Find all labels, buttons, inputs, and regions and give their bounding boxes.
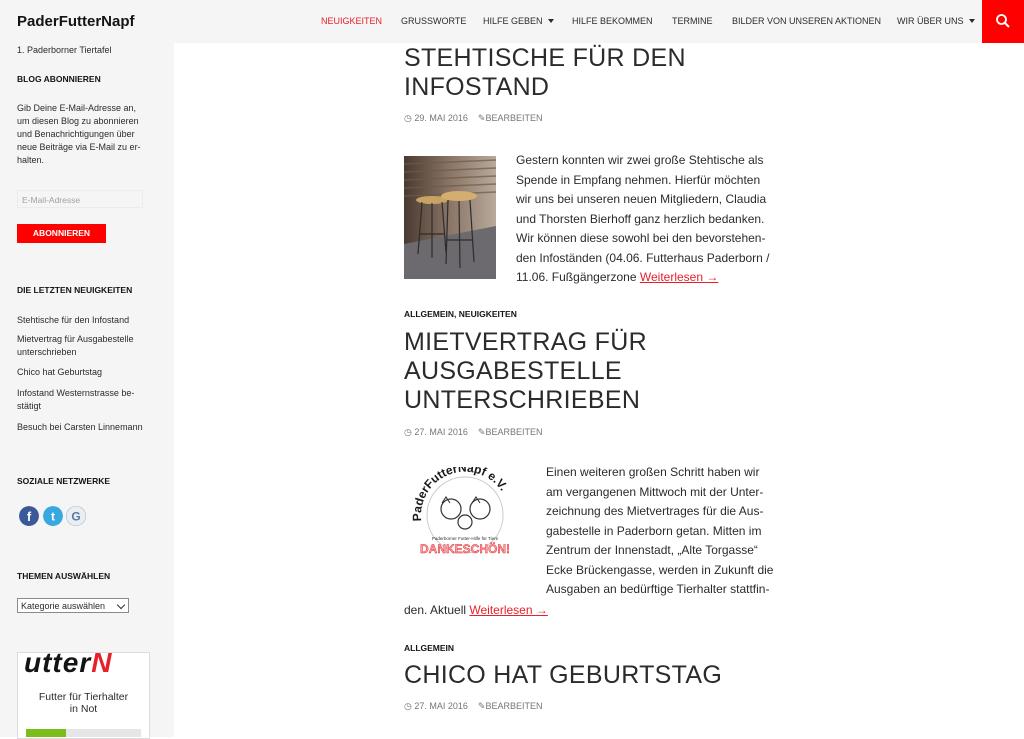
clock-icon: ◷ <box>404 113 412 123</box>
post-thumbnail-tables[interactable] <box>404 156 496 279</box>
svg-text:f: f <box>26 509 32 524</box>
site-tagline: 1. Paderborner Tiertafel <box>17 45 112 55</box>
excerpt-line: den Infoständen (04.06. Futterhaus Paderborn / <box>516 250 770 265</box>
futternapf-logo <box>24 652 112 679</box>
recent-post-link[interactable] <box>17 421 143 434</box>
recent-post-link[interactable] <box>17 314 129 327</box>
recent-post-link[interactable] <box>17 333 134 359</box>
post-date[interactable]: 27. MAI 2016 <box>414 701 468 711</box>
post-date[interactable]: 27. MAI 2016 <box>414 427 468 437</box>
search-icon <box>995 13 1011 29</box>
nav-item-wir-ueber-uns[interactable] <box>897 16 975 26</box>
top-navigation-bar <box>0 0 1024 44</box>
select-value: Kategorie auswählen <box>21 601 106 611</box>
title-line: MIETVERTRAG FÜR <box>404 328 647 356</box>
social-heading: SOZIALE NETZWERKE <box>17 476 111 486</box>
post-excerpt <box>546 463 773 600</box>
read-more-link[interactable]: Weiterlesen → <box>639 270 719 284</box>
svg-text:t: t <box>51 509 55 524</box>
subtitle-line: in Not <box>69 703 98 715</box>
text-line: neue Beiträge via E-Mail zu er- <box>17 142 141 152</box>
edit-link[interactable]: BEARBEITEN <box>485 701 543 711</box>
excerpt-line <box>516 268 770 288</box>
excerpt-last-line <box>404 601 548 621</box>
excerpt-text: 11.06. Fußgängerzone <box>516 270 637 284</box>
text-line: und Benachrichtigungen über <box>17 129 135 139</box>
edit-link[interactable]: BEARBEITEN <box>485 427 543 437</box>
nav-item-hilfe-bekommen[interactable]: HILFE BEKOMMEN <box>572 16 653 26</box>
clock-icon: ◷ <box>404 701 412 711</box>
post-meta <box>404 701 542 712</box>
excerpt-line: gabestelle in Paderborn getan. Mitten im <box>546 523 762 538</box>
nav-item-neuigkeiten[interactable]: NEUIGKEITEN <box>321 16 383 26</box>
caret-down-icon <box>548 19 554 23</box>
excerpt-line: Gestern konnten wir zwei große Stehtische als <box>516 153 764 167</box>
title-line: CHICO HAT GEBURTSTAG <box>404 661 723 689</box>
excerpt-line: und Thorsten Bierhoff ganz herzlich bedanken. <box>516 211 765 226</box>
post-title[interactable] <box>404 44 686 102</box>
post-title[interactable] <box>404 328 647 415</box>
nav-item-hilfe-geben[interactable] <box>483 16 554 26</box>
edit-link[interactable]: BEARBEITEN <box>485 113 543 123</box>
link-text: Infostand Westernstrasse be- <box>17 388 135 398</box>
excerpt-line: wir uns bei unseren neuen Mitgliedern, Claudia <box>516 192 767 206</box>
title-line: UNTERSCHRIEBEN <box>404 386 641 414</box>
link-text: Stehtische für den Infostand <box>17 315 130 325</box>
futternapf-widget[interactable] <box>17 652 150 739</box>
logo-thanks-text: DANKESCHÖN! <box>420 542 510 556</box>
post-thumbnail-logo[interactable] <box>404 467 526 563</box>
logo-accent: N <box>91 652 113 678</box>
excerpt-line: am vergangenen Mittwoch mit der Unter- <box>546 484 764 499</box>
logo-arc-text: PaderFutterNapf e.V. <box>409 467 511 522</box>
excerpt-text: den. Aktuell <box>404 603 467 617</box>
link-text: Chico hat Geburtstag <box>17 367 103 377</box>
logo-text: utter <box>24 652 92 678</box>
pencil-icon: ✎ <box>477 701 486 711</box>
site-title[interactable]: PaderFutterNapf <box>17 13 135 30</box>
caret-down-icon <box>969 19 975 23</box>
text-line: halten. <box>17 155 45 165</box>
text-line: um diesen Blog zu abonnieren <box>17 116 139 126</box>
post-meta <box>404 113 542 124</box>
recent-post-link[interactable] <box>17 387 134 413</box>
title-line: AUSGABESTELLE <box>404 357 622 385</box>
text-line: Gib Deine E-Mail-Adresse an, <box>17 103 137 113</box>
excerpt-line: Ecke Brückengasse, werden in Zukunft die <box>546 562 774 577</box>
post-categories[interactable]: ALLGEMEIN <box>404 643 455 653</box>
post-meta <box>404 427 542 438</box>
read-more-link[interactable]: Weiterlesen → <box>469 603 548 617</box>
nav-item-grussworte[interactable]: GRUSSWORTE <box>401 16 467 26</box>
excerpt-line: Einen weiteren großen Schritt haben wir <box>546 465 760 479</box>
progress-fill <box>26 729 66 737</box>
excerpt-line: Zentrum der Innenstadt, „Alte Torgasse“ <box>546 543 758 557</box>
link-text: unterschrieben <box>17 347 77 357</box>
link-text: Besuch bei Carsten Linnemann <box>17 422 143 432</box>
pencil-icon: ✎ <box>477 113 486 123</box>
category-select[interactable] <box>17 598 129 613</box>
logo-small-text: Paderborner Futter-Hilfe für Tiere <box>431 536 499 541</box>
subtitle-line: Futter für Tierhalter <box>38 691 129 703</box>
paderfutternapf-logo-image <box>404 467 526 563</box>
title-line: STEHTISCHE FÜR DEN <box>404 44 686 72</box>
excerpt-line: zeichnung des Mietvertrages für die Aus- <box>546 504 764 518</box>
post-excerpt <box>516 151 770 288</box>
nav-item-label: HILFE GEBEN <box>483 16 543 26</box>
link-text: stätigt <box>17 401 42 411</box>
standing-tables-image <box>404 156 496 279</box>
clock-icon: ◷ <box>404 427 412 437</box>
progress-bar <box>26 729 141 737</box>
email-input[interactable]: E-Mail-Adresse <box>17 190 143 208</box>
blog-subscribe-text <box>17 102 141 167</box>
widget-subtitle <box>18 691 149 715</box>
sidebar <box>0 43 174 737</box>
nav-item-termine[interactable]: TERMINE <box>672 16 713 26</box>
recent-posts-heading: DIE LETZTEN NEUIGKEITEN <box>17 285 133 295</box>
excerpt-line: Spende in Empfang nehmen. Hierfür möchten <box>516 172 761 187</box>
blog-subscribe-heading: BLOG ABONNIEREN <box>17 74 101 84</box>
post-categories[interactable]: ALLGEMEIN, NEUIGKEITEN <box>404 309 517 319</box>
twitter-icon[interactable] <box>43 506 63 526</box>
nav-item-label: WIR ÜBER UNS <box>897 16 964 26</box>
chevron-down-icon <box>117 601 125 609</box>
recent-post-link[interactable] <box>17 366 102 379</box>
post-title[interactable] <box>404 661 722 690</box>
nav-item-bilder[interactable]: BILDER VON UNSEREN AKTIONEN <box>732 16 882 26</box>
themes-heading: THEMEN AUSWÄHLEN <box>17 571 111 581</box>
subscribe-button[interactable]: ABONNIEREN <box>17 224 106 243</box>
google-plus-icon[interactable] <box>66 506 86 526</box>
title-line: INFOSTAND <box>404 73 550 101</box>
search-button[interactable] <box>982 0 1024 43</box>
pencil-icon: ✎ <box>477 427 486 437</box>
link-text: Mietvertrag für Ausgabestelle <box>17 334 134 344</box>
facebook-icon[interactable] <box>19 506 39 526</box>
post-date[interactable]: 29. MAI 2016 <box>414 113 468 123</box>
svg-text:G: G <box>71 509 81 524</box>
excerpt-line: Ausgaben an bedürftige Tierhalter stattfin- <box>546 582 770 596</box>
excerpt-line: Wir können diese sowohl bei den bevorstehen- <box>516 231 766 245</box>
